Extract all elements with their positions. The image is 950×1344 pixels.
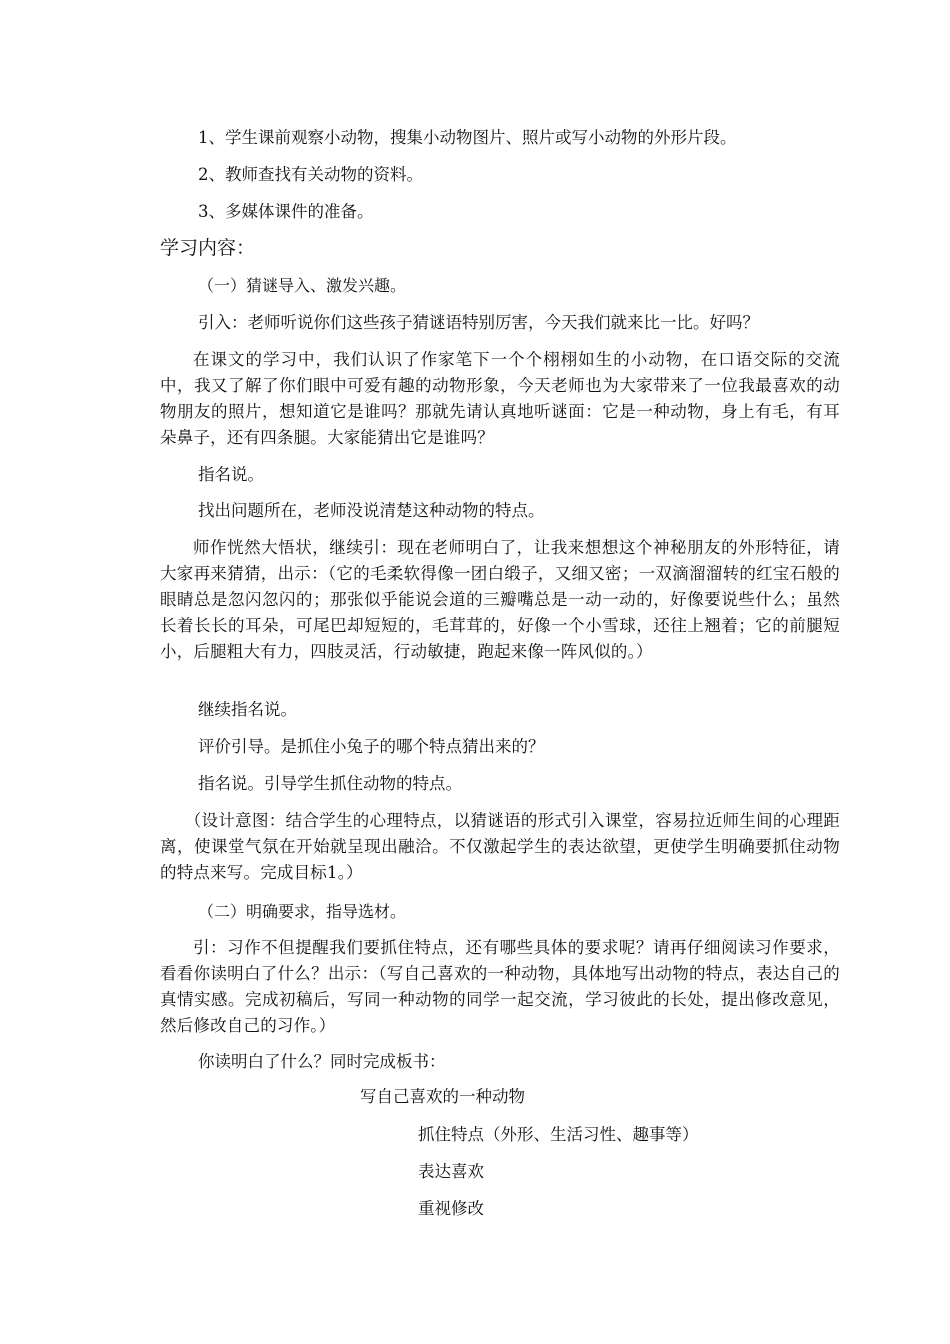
section1-intro: 引入：老师听说你们这些孩子猜谜语特别厉害，今天我们就来比一比。好吗？	[198, 313, 759, 332]
prep-item-2: 2、教师查找有关动物的资料。	[198, 165, 423, 184]
board-main: 写自己喜欢的一种动物	[360, 1087, 525, 1106]
board-item-1: 抓住特点（外形、生活习性、趣事等）	[418, 1125, 699, 1144]
prep-item-3: 3、多媒体课件的准备。	[198, 202, 374, 221]
section1-line-2: 找出问题所在，老师没说清楚这种动物的特点。	[198, 501, 545, 520]
section1-title: （一）猜谜导入、激发兴趣。	[198, 276, 407, 295]
section2-line-1: 你读明白了什么？同时完成板书：	[198, 1052, 446, 1071]
section2-paragraph-1: 引：习作不但提醒我们要抓住特点，还有哪些具体的要求呢？请再仔细阅读习作要求，看看你读明白了什么？出示：（写自己喜欢的一种动物，具体地写出动物的特点，表达自己的真情实感。完成初稿后，写同一种动物的同学一起交流，学习彼此的长处，提出修改意见，然后修改自己的习作。）	[160, 938, 840, 1035]
section1-line-3: 继续指名说。	[198, 700, 297, 719]
prep-item-1: 1、学生课前观察小动物，搜集小动物图片、照片或写小动物的外形片段。	[198, 128, 737, 147]
board-item-3: 重视修改	[418, 1199, 484, 1218]
section1-line-1: 指名说。	[198, 465, 264, 484]
section1-paragraph-2: 师作恍然大悟状，继续引：现在老师明白了，让我来想想这个神秘朋友的外形特征，请大家再来猜猜，出示：（它的毛柔软得像一团白缎子，又细又密；一双滴溜溜转的红宝石般的眼睛总是忽闪忽闪的；那张似乎能说会道的三瓣嘴总是一动一动的，好像要说些什么；虽然长着长长的耳朵，可尾巴却短短的，毛茸茸的，好像一个小雪球，还往上翘着；它的前腿短小，后腿粗大有力，四肢灵活，行动敏捷，跑起来像一阵风似的。）	[160, 538, 840, 661]
section2-title: （二）明确要求，指导选材。	[198, 902, 407, 921]
design-intent: （设计意图：结合学生的心理特点，以猜谜语的形式引入课堂，容易拉近师生间的心理距离，使课堂气氛在开始就呈现出融洽。不仅激起学生的表达欲望，更使学生明确要抓住动物的特点来写。完成目标1。）	[160, 811, 840, 882]
section1-line-5: 指名说。引导学生抓住动物的特点。	[198, 774, 462, 793]
section1-paragraph-1: 在课文的学习中，我们认识了作家笔下一个个栩栩如生的小动物，在口语交际的交流中，我又了解了你们眼中可爱有趣的动物形象，今天老师也为大家带来了一位我最喜欢的动物朋友的照片，想知道它是谁吗？那就先请认真地听谜面：它是一种动物，身上有毛，有耳朵鼻子，还有四条腿。大家能猜出它是谁吗？	[160, 350, 840, 447]
board-item-2: 表达喜欢	[418, 1162, 484, 1181]
section1-line-4: 评价引导。是抓住小兔子的哪个特点猜出来的？	[198, 737, 545, 756]
content-heading: 学习内容：	[160, 237, 256, 259]
